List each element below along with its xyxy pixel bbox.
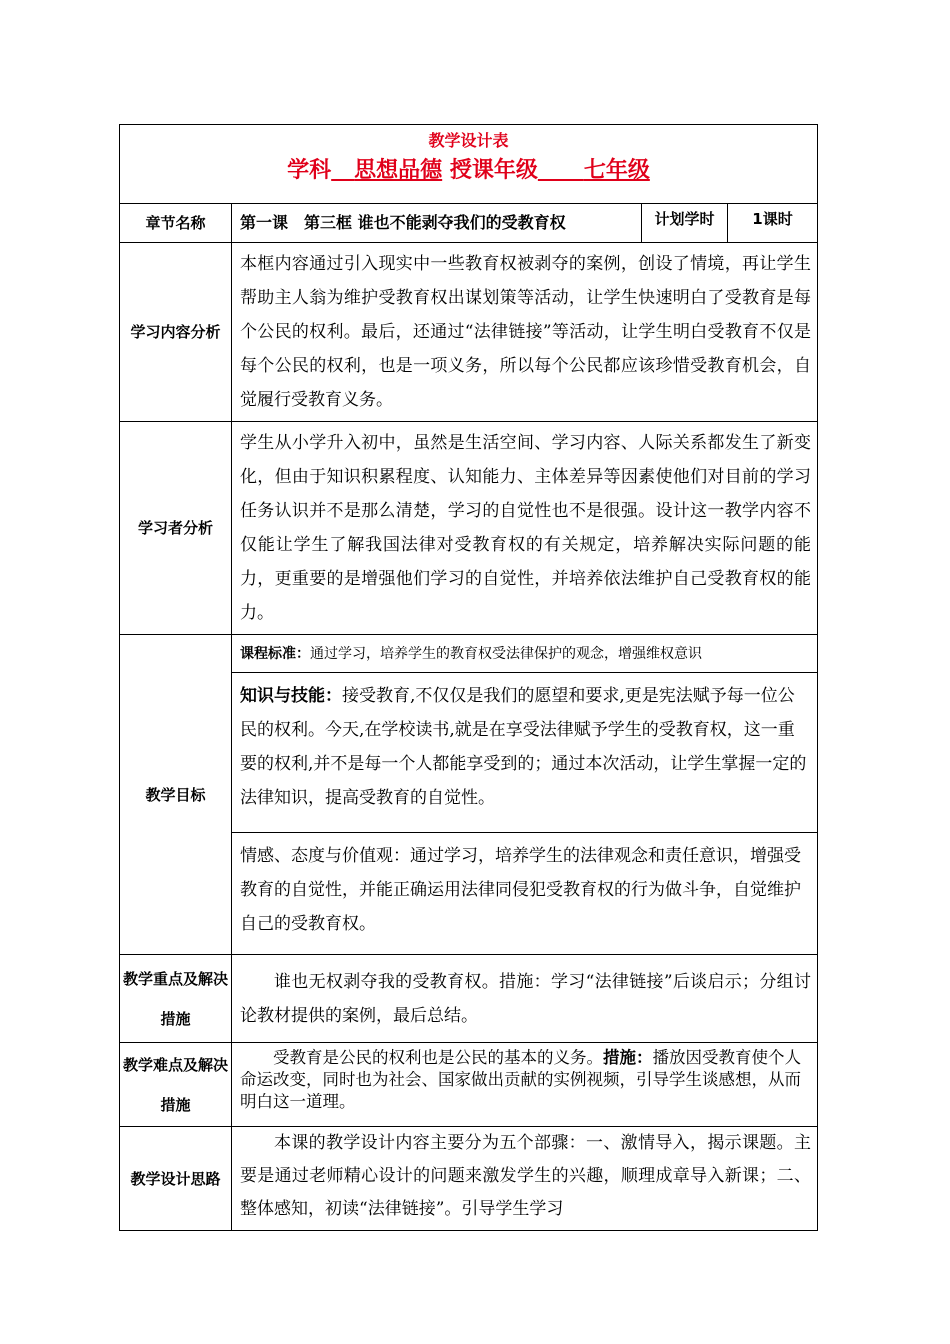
course-standard-text: 通过学习，培养学生的教育权受法律保护的观念，增强维权意识 — [310, 646, 702, 662]
plan-hours-label: 计划学时 — [642, 204, 728, 243]
difficulties-text: 受教育是公民的权利也是公民的基本的义务。措施：播放因受教育使个人命运改变，同时也为社会、国家做出贡献的实例视频，引导学生谈感想，从而明白这一道理。 — [232, 1043, 818, 1127]
grade-value: 七年级 — [583, 157, 650, 183]
subject-label: 学科 — [287, 157, 332, 183]
key-points-label: 教学重点及解决措施 — [120, 955, 232, 1043]
subject-value: 思想品德 — [354, 157, 443, 183]
design-text: 本课的教学设计内容主要分为五个部骤：一、激情导入，揭示课题。主要是通过老师精心设计的问题来激发学生的兴趣，顺理成章导入新课；二、整体感知，初读“法律链接”。引导学生学习 — [232, 1127, 818, 1231]
plan-hours-value: 1课时 — [728, 204, 818, 243]
knowledge-skills-text: 接受教育,不仅仅是我们的愿望和要求,更是宪法赋予每一位公民的权利。今天,在学校读书,就是在享受法律赋予学生的受教育权，这一重要的权利,并不是每一个人都能享受到的；通过本次活动，让学生掌握一定的法律知识，提高受教育的自觉性。 — [240, 686, 807, 808]
design-label: 教学设计思路 — [120, 1127, 232, 1231]
learner-analysis-label: 学习者分析 — [120, 422, 232, 635]
title-cell — [120, 125, 818, 204]
learner-analysis-text: 学生从小学升入初中，虽然是生活空间、学习内容、人际关系都发生了新变化，但由于知识积累程度、认知能力、主体差异等因素使他们对目前的学习任务认识并不是那么清楚，学习的自觉性也不是很强。设计这一教学内容不仅能让学生了解我国法律对受教育权的有关规定，培养解决实际问题的能力，更重要的是增强他们学习的自觉性，并培养依法维护自己受教育权的能力。 — [232, 422, 818, 635]
difficulties-label: 教学难点及解决措施 — [120, 1043, 232, 1127]
form-title: 教学设计表 — [428, 131, 509, 150]
knowledge-skills-label: 知识与技能： — [240, 686, 342, 706]
chapter-label: 章节名称 — [120, 204, 232, 243]
emotion-values: 情感、态度与价值观：通过学习，培养学生的法律观念和责任意识，增强受教育的自觉性，并能正确运用法律同侵犯受教育权的行为做斗争，自觉维护自己的受教育权。 — [232, 833, 818, 955]
subject-grade-line — [120, 157, 817, 183]
key-points-text: 谁也无权剥夺我的受教育权。措施：学习“法律链接”后谈启示；分组讨论教材提供的案例，最后总结。 — [232, 955, 818, 1043]
grade-label: 授课年级 — [449, 157, 538, 183]
goals-label: 教学目标 — [120, 635, 232, 955]
content-analysis-label: 学习内容分析 — [120, 243, 232, 422]
course-standard-label: 课程标准： — [240, 646, 310, 662]
lesson-design-table — [119, 124, 818, 1231]
knowledge-skills — [232, 673, 818, 833]
chapter-value: 第一课 第三框 谁也不能剥夺我们的受教育权 — [232, 204, 642, 243]
content-analysis-text: 本框内容通过引入现实中一些教育权被剥夺的案例，创设了情境，再让学生帮助主人翁为维护受教育权出谋划策等活动，让学生快速明白了受教育是每个公民的权利。最后，还通过“法律链接”等活动，让学生明白受教育不仅是每个公民的权利，也是一项义务，所以每个公民都应该珍惜受教育机会，自觉履行受教育义务。 — [232, 243, 818, 422]
measure-label: 措施： — [603, 1048, 653, 1067]
course-standard — [232, 635, 818, 673]
